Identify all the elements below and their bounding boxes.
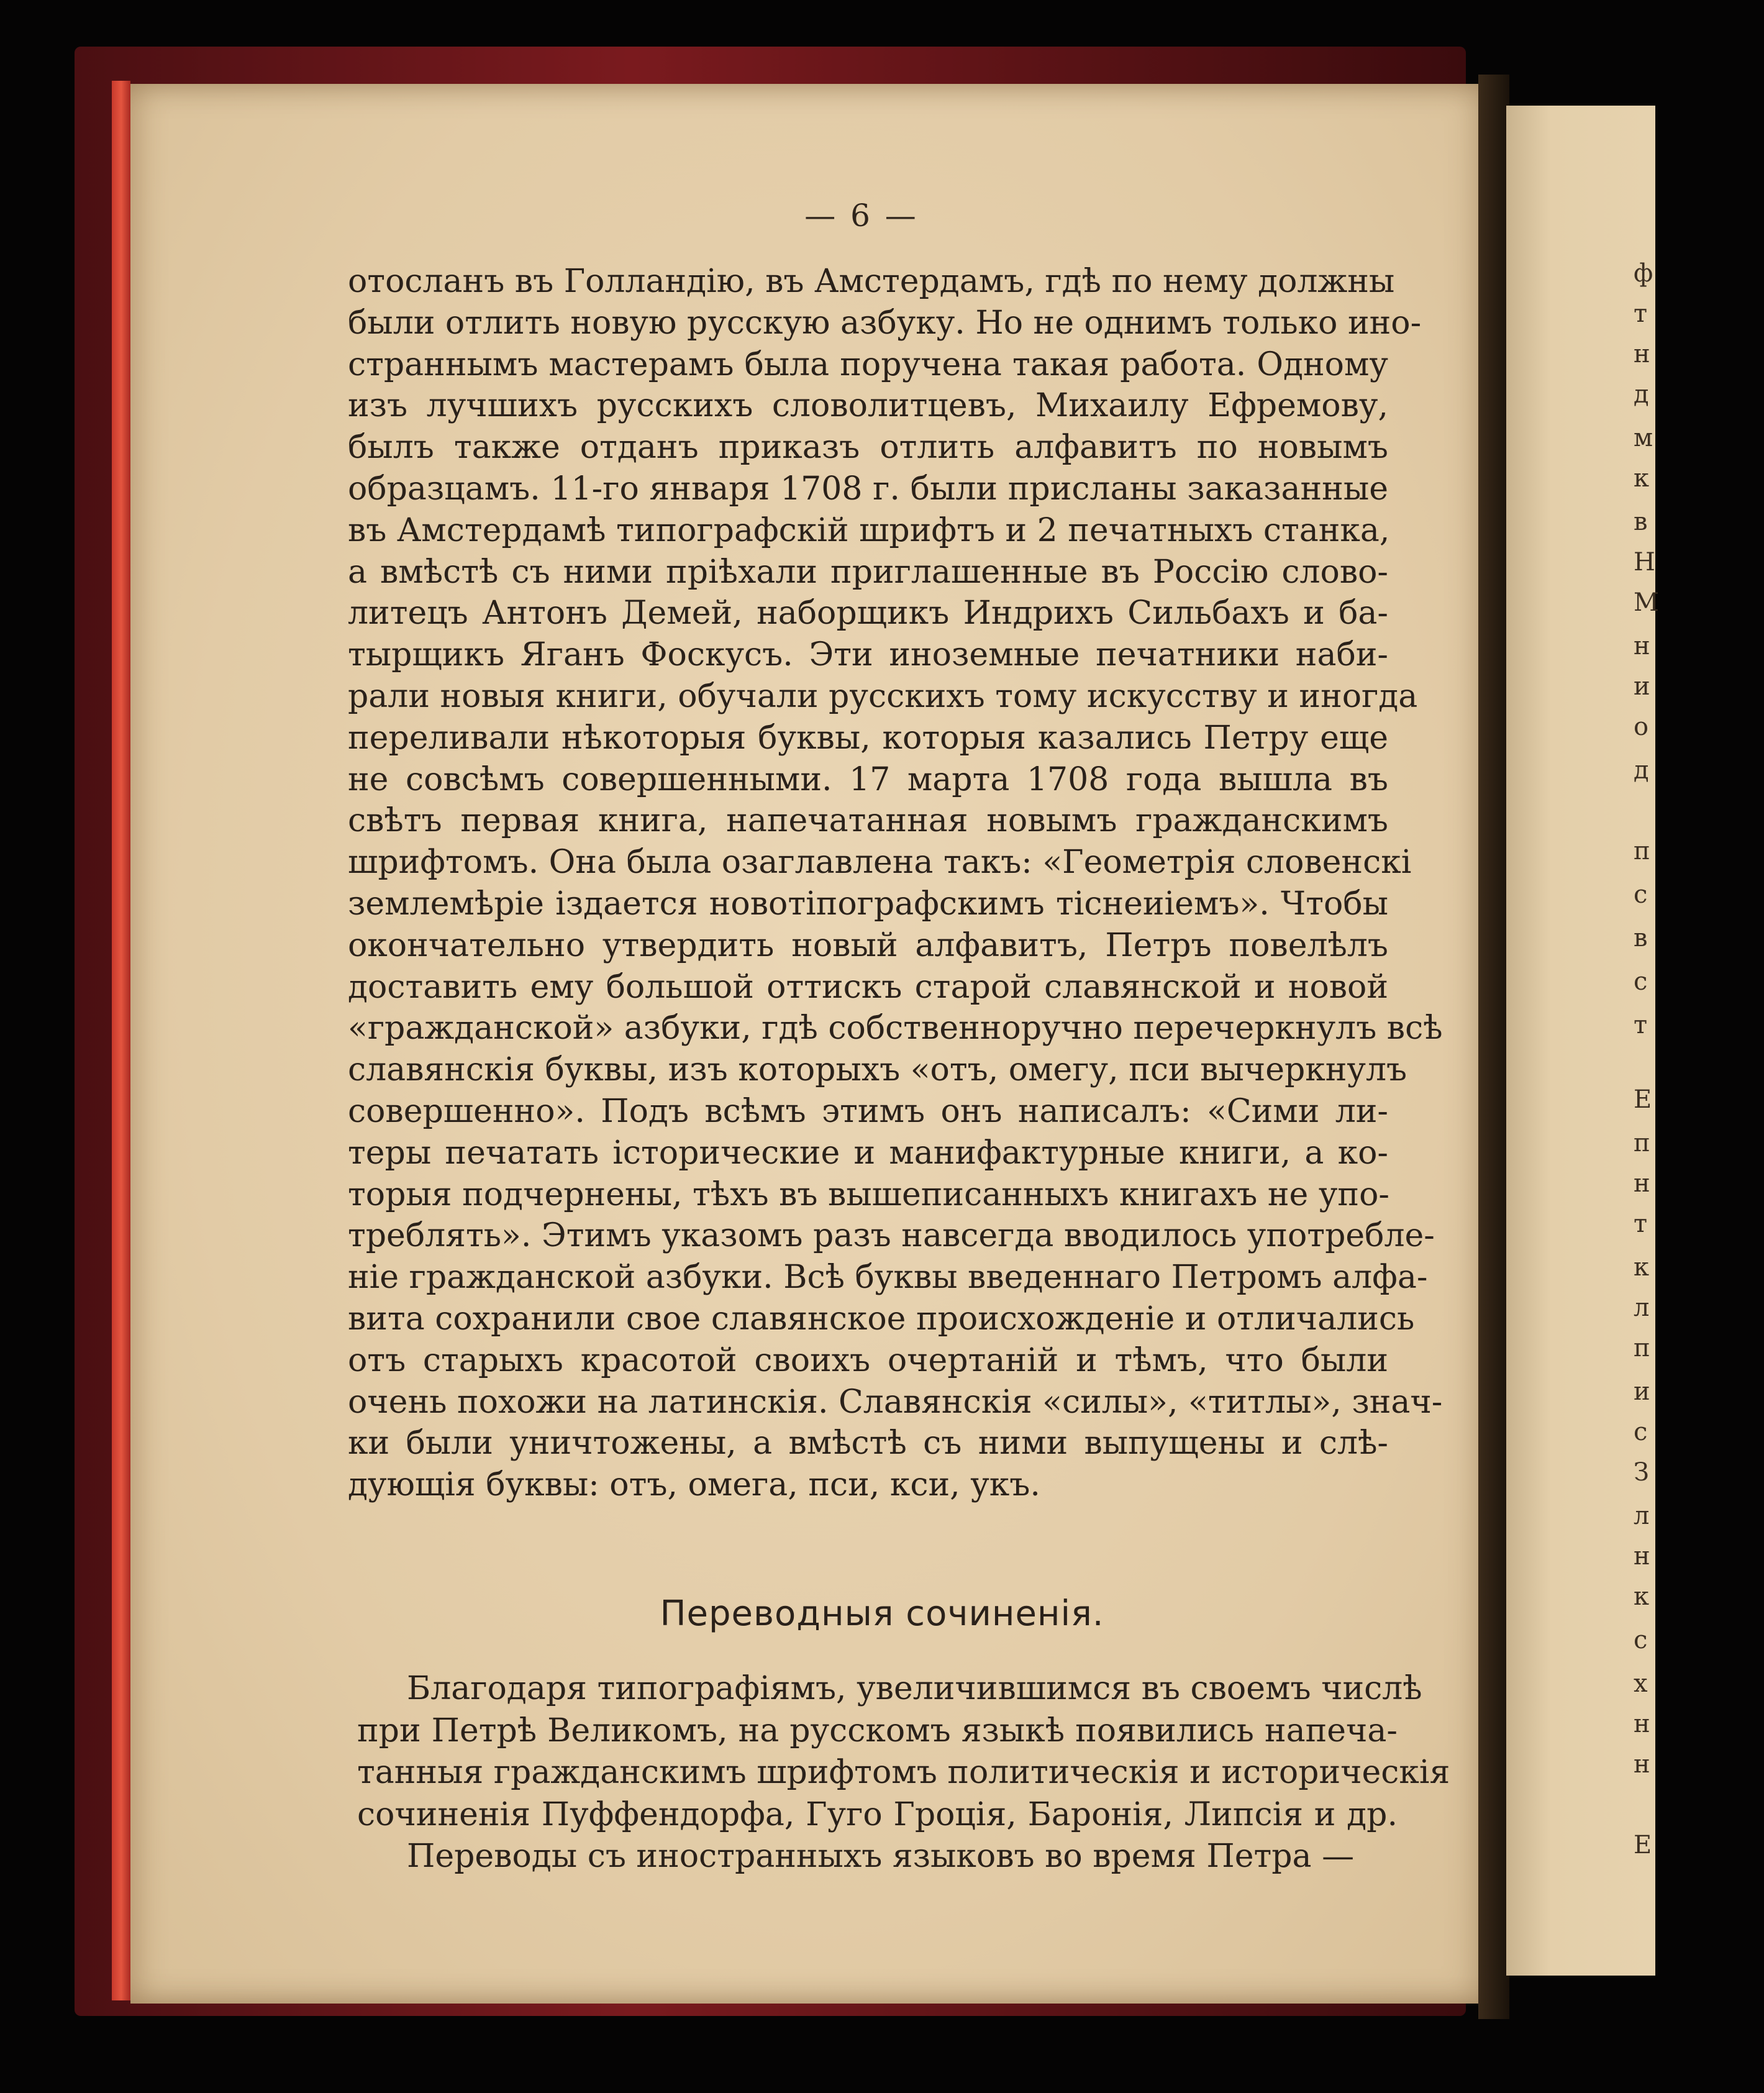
next-page-letter: Н: [1634, 548, 1655, 577]
text-line: сочиненія Пуффендорфа, Гуго Гроція, Баронія, Липсія и др.: [357, 1795, 1398, 1833]
text-line: вита сохранили свое славянское происхожденіе и отличались: [348, 1300, 1415, 1338]
next-page-letter: т: [1634, 1011, 1648, 1039]
text-line: былъ также отданъ приказъ отлить алфавитъ по новымъ: [348, 429, 1388, 467]
next-page-letter: с: [1634, 880, 1648, 909]
next-page-letter: к: [1634, 1253, 1649, 1282]
next-page-letter: З: [1634, 1458, 1649, 1487]
next-page-letter: к: [1634, 1582, 1649, 1611]
next-page-letter: х: [1634, 1669, 1648, 1698]
next-page-letter: в: [1634, 924, 1648, 952]
next-page-letter: М: [1634, 588, 1659, 617]
next-page-letter: п: [1634, 1129, 1650, 1157]
text-line: отъ старыхъ красотой своихъ очертаній и тѣмъ, что были: [348, 1341, 1388, 1379]
paragraph-2: [357, 1668, 1450, 1878]
next-page-letter: Е: [1634, 1085, 1652, 1114]
next-page-letter: л: [1634, 1502, 1650, 1530]
next-page-letter: м: [1634, 424, 1653, 452]
text-line: окончательно утвердить новый алфавитъ, Петръ повелѣлъ: [348, 926, 1388, 964]
text-line: страннымъ мастерамъ была поручена такая работа. Одному: [348, 345, 1388, 383]
text-line: ки были уничтожены, а вмѣстѣ съ ними выпущены и слѣ-: [348, 1425, 1388, 1462]
next-page-letter: с: [1634, 1418, 1648, 1446]
next-page-letter: н: [1634, 1542, 1650, 1571]
next-page-letter: о: [1634, 713, 1649, 741]
next-page-letter: н: [1634, 632, 1650, 660]
text-line: дующія буквы: отъ, омега, пси, кси, укъ.: [348, 1466, 1040, 1504]
text-line: при Петрѣ Великомъ, на русскомъ языкѣ появились напеча-: [357, 1712, 1398, 1749]
text-line: теры печатать історические и манифактурные книги, а ко-: [348, 1134, 1388, 1172]
section-heading: Переводныя сочиненія.: [660, 1594, 1104, 1634]
text-line: литецъ Антонъ Демей, наборщикъ Индрихъ Сильбахъ и ба-: [348, 595, 1388, 632]
text-line: тырщикъ Яганъ Фоскусъ. Эти иноземные печатники наби-: [348, 636, 1388, 674]
next-page-letter: с: [1634, 967, 1648, 996]
next-page-letter: Е: [1634, 1831, 1652, 1859]
text-line: отосланъ въ Голландію, въ Амстердамъ, гдѣ по нему должны: [348, 263, 1395, 300]
text-line: танныя гражданскимъ шрифтомъ политическія и историческія: [357, 1754, 1450, 1791]
text-line: торыя подчернены, тѣхъ въ вышеписанныхъ книгахъ не упо-: [348, 1175, 1389, 1213]
text-line: Благодаря типографіямъ, увеличившимся въ своемъ числѣ: [407, 1670, 1422, 1707]
text-line: были отлить новую русскую азбуку. Но не однимъ только ино-: [348, 304, 1422, 342]
page-edge-red: [112, 81, 130, 2000]
text-line: «гражданской» азбуки, гдѣ собственноручно перечеркнулъ всѣ: [348, 1010, 1443, 1047]
text-line: а вмѣстѣ съ ними пріѣхали приглашенные въ Россію слово-: [348, 553, 1388, 591]
text-line: славянскія буквы, изъ которыхъ «отъ, омегу, пси вычеркнулъ: [348, 1051, 1407, 1089]
next-page-letter: ф: [1634, 259, 1653, 288]
next-page-letter: н: [1634, 1710, 1650, 1738]
next-page-letter: и: [1634, 672, 1650, 701]
text-line: шрифтомъ. Она была озаглавлена такъ: «Геометрія словенскі: [348, 844, 1412, 882]
next-page-letter: л: [1634, 1293, 1650, 1322]
text-line: образцамъ. 11-го января 1708 г. были присланы заказанные: [348, 470, 1388, 508]
next-page-letter: д: [1634, 756, 1649, 785]
text-line: изъ лучшихъ русскихъ словолитцевъ, Михаилу Ефремову,: [348, 387, 1388, 425]
text-line: Переводы съ иностранныхъ языковъ во время Петра —: [407, 1838, 1355, 1875]
next-page-letter: в: [1634, 508, 1648, 536]
text-line: не совсѣмъ совершенными. 17 марта 1708 года вышла въ: [348, 760, 1388, 798]
book-gutter: [1478, 75, 1509, 2019]
next-page-letter: т: [1634, 299, 1648, 328]
text-line: землемѣріе іздается новотіпографскимъ тіснеиіемъ». Чтобы: [348, 885, 1388, 923]
next-page-letter: н: [1634, 1169, 1650, 1198]
next-page-letter: п: [1634, 1334, 1650, 1362]
next-page-letter: д: [1634, 380, 1649, 409]
text-line: доставить ему большой оттискъ старой славянской и новой: [348, 968, 1388, 1006]
next-page-letter: т: [1634, 1210, 1648, 1238]
next-page-letter: и: [1634, 1377, 1650, 1406]
paragraph-1: [348, 261, 1443, 1506]
next-page-edge: [1506, 106, 1659, 1976]
text-line: ніе гражданской азбуки. Всѣ буквы введеннаго Петромъ алфа-: [348, 1259, 1428, 1297]
text-line: переливали нѣкоторыя буквы, которыя казались Петру еще: [348, 719, 1388, 757]
text-line: очень похожи на латинскія. Славянскія «силы», «титлы», знач-: [348, 1383, 1443, 1421]
text-line: въ Амстердамѣ типографскій шрифтъ и 2 печатныхъ станка,: [348, 511, 1390, 549]
next-page-letter: с: [1634, 1626, 1648, 1654]
next-page-letter: н: [1634, 340, 1650, 368]
next-page-letter: п: [1634, 837, 1650, 865]
text-line: рали новыя книги, обучали русскихъ тому искусству и иногда: [348, 677, 1418, 715]
text-line: свѣтъ первая книга, напечатанная новымъ гражданскимъ: [348, 802, 1388, 840]
next-page-letter: к: [1634, 464, 1649, 493]
text-line: совершенно». Подъ всѣмъ этимъ онъ написалъ: «Сими ли-: [348, 1092, 1388, 1130]
next-page-letter: н: [1634, 1750, 1650, 1779]
page-number: — 6 —: [804, 198, 919, 234]
text-line: треблять». Этимъ указомъ разъ навсегда вводилось употребле-: [348, 1217, 1435, 1255]
